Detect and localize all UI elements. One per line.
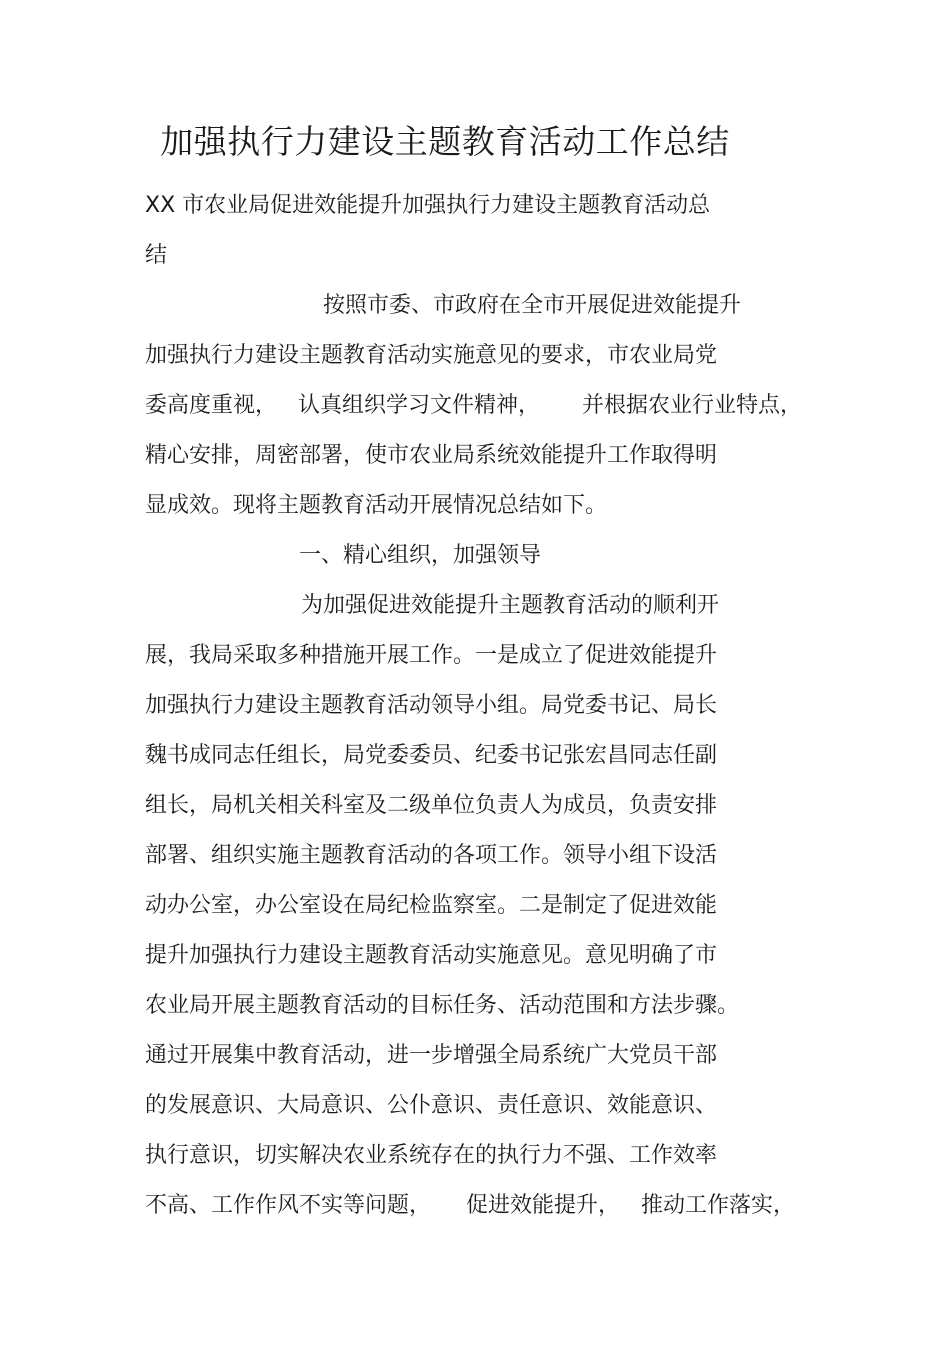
document-title: 加强执行力建设主题教育活动工作总结	[160, 122, 730, 161]
paragraph-line: 不高、工作作风不实等问题， 促进效能提升， 推动工作落实，	[145, 1193, 795, 1218]
paragraph-line: 部署、组织实施主题教育活动的各项工作。领导小组下设活	[145, 843, 718, 868]
paragraph-line: 组长，局机关相关科室及二级单位负责人为成员，负责安排	[145, 793, 718, 818]
paragraph-line: 按照市委、市政府在全市开展促进效能提升	[323, 293, 742, 318]
paragraph-line: 精心安排，周密部署，使市农业局系统效能提升工作取得明	[145, 443, 718, 468]
paragraph-line: 提升加强执行力建设主题教育活动实施意见。意见明确了市	[145, 943, 718, 968]
paragraph-line: 加强执行力建设主题教育活动领导小组。局党委书记、局长	[145, 693, 718, 718]
paragraph-line: 委高度重视， 认真组织学习文件精神， 并根据农业行业特点，	[145, 393, 802, 418]
paragraph-line: 动办公室，办公室设在局纪检监察室。二是制定了促进效能	[145, 893, 718, 918]
subtitle-line-2: 结	[145, 243, 168, 268]
paragraph-line: 的发展意识、大局意识、公仆意识、责任意识、效能意识、	[145, 1093, 718, 1118]
subtitle-line-1: XX 市农业局促进效能提升加强执行力建设主题教育活动总	[145, 193, 711, 218]
paragraph-line: 为加强促进效能提升主题教育活动的顺利开	[301, 593, 720, 618]
paragraph-line: 显成效。现将主题教育活动开展情况总结如下。	[145, 493, 608, 518]
paragraph-line: 加强执行力建设主题教育活动实施意见的要求，市农业局党	[145, 343, 718, 368]
paragraph-line: 魏书成同志任组长，局党委委员、纪委书记张宏昌同志任副	[145, 743, 718, 768]
paragraph-line: 通过开展集中教育活动，进一步增强全局系统广大党员干部	[145, 1043, 718, 1068]
paragraph-line: 执行意识，切实解决农业系统存在的执行力不强、工作效率	[145, 1143, 718, 1168]
paragraph-line: 展，我局采取多种措施开展工作。一是成立了促进效能提升	[145, 643, 718, 668]
section-heading: 一、精心组织，加强领导	[299, 543, 542, 568]
paragraph-line: 农业局开展主题教育活动的目标任务、活动范围和方法步骤。	[145, 993, 740, 1018]
